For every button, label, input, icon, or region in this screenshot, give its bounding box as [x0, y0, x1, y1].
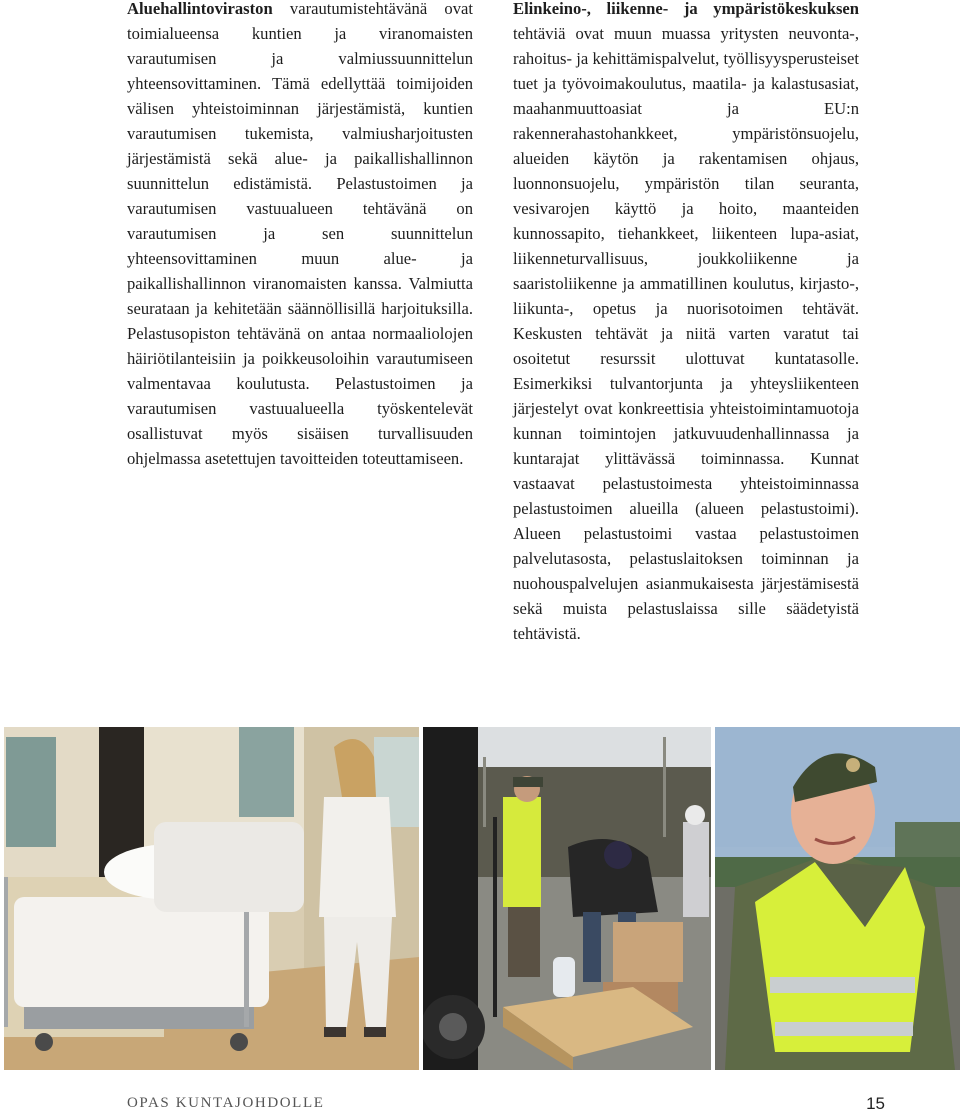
right-text-column [513, 0, 859, 646]
page-number: 15 [866, 1094, 885, 1113]
left-text-column [127, 0, 473, 471]
soldier-portrait-photo [715, 727, 960, 1070]
left-body-text: varautumistehtävänä ovat toimialueensa kuntien ja viranomaisten varautumisen ja valmiussuunnittelun yhteensovittaminen. Tämä edellyttää toimijoiden välisen yhteistoiminnan järjestämistä, kuntien varautumisen tukemista, valmiusharjoitusten järjestämistä sekä alue- ja paikallishallinnon suunnittelun edistämistä. Pelastustoimen ja varautumisen vastuualueen tehtävänä on varautumisen ja sen suunnittelun yhteensovittaminen muun alue- ja paikallishallinnon viranomaisten kanssa. Valmiutta seurataan ja kehitetään säännöllisillä harjoituksilla. Pelastusopiston tehtävänä on antaa normaaliolojen häiriötilanteisiin ja poikkeusoloihin varautumiseen valmentavaa koulutusta. Pelastustoimen ja varautumisen vastuualueella työskentelevät osallistuvat myös sisäisen turvallisuuden ohjelmassa asetettujen tavoitteiden toteuttamiseen. [127, 0, 473, 468]
water-distribution-photo [423, 727, 711, 1070]
publication-title: OPAS KUNTAJOHDOLLE [127, 1095, 325, 1111]
hospital-corridor-photo [4, 727, 419, 1070]
right-body-text: tehtäviä ovat muun muassa yritysten neuvonta-, rahoitus- ja kehittämispalvelut, työllisyysperusteiset tuet ja työvoimakoulutus, maatila- ja kalastusasiat, maahanmuuttoasiat ja EU:n rakennerahastohankkeet, ympäristönsuojelu, alueiden käytön ja rakentamisen ohjaus, luonnonsuojelu, ympäristön tilan seuranta, vesivarojen käyttö ja hoito, maanteiden kunnossapito, tiehankkeet, liikenteen lupa-asiat, liikenneturvallisuus, joukkoliikenne ja saaristoliikenne ja ammatillinen koulutus, kirjasto-, liikunta-, opetus ja nuorisotoimen tehtävät. Keskusten tehtävät ja niitä varten varatut tai osoitetut resurssit ulottuvat kuntatasolle. Esimerkiksi tulvantorjunta ja yhteysliikenteen järjestelyt ovat konkreettisia yhteistoimintamuotoja kunnan toimintojen jatkuvuudenhallinnassa ja kuntarajat ylittävässä toiminnassa. Kunnat vastaavat pelastustoimesta yhteistoiminnassa pelastustoimen alueilla (alueen pelastustoimi). Alueen pelastustoimi vastaa pelastustoimen palvelutasosta, pelastuslaitoksen toiminnan ja nuohouspalvelujen asianmukaisesta järjestämisestä sekä muista pelastuslaissa sille säädetyistä tehtävistä. [513, 24, 859, 643]
left-lead-term: Aluehallintoviraston [127, 0, 273, 18]
left-paragraph [127, 0, 473, 471]
right-paragraph [513, 0, 859, 646]
right-lead-term: Elinkeino-, liikenne- ja ympäristökeskuksen [513, 0, 859, 18]
